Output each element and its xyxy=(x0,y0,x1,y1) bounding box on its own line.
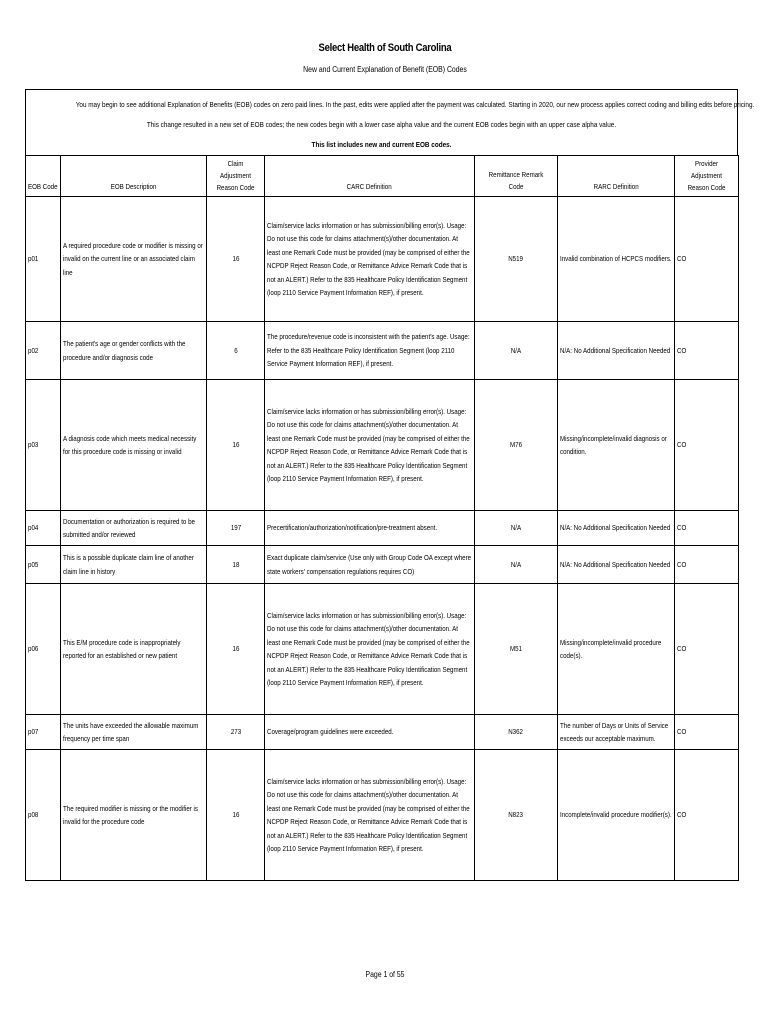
header-carc-definition: CARC Definition xyxy=(265,156,475,197)
rarc-definition-cell: N/A: No Additional Specification Needed xyxy=(558,322,675,380)
eob-description-cell: The patient's age or gender conflicts with the procedure and/or diagnosis code xyxy=(61,322,207,380)
remittance-remark-code-cell: N/A xyxy=(475,546,558,584)
eob-code-cell: p02 xyxy=(26,322,61,380)
header-claim-adjustment-reason-code: Claim Adjustment Reason Code xyxy=(207,156,265,197)
intro-line-3: This list includes new and current EOB codes. xyxy=(311,140,452,149)
remittance-remark-code-cell: N362 xyxy=(475,715,558,750)
header-eob-code: EOB Code xyxy=(26,156,61,197)
carc-definition-cell: Claim/service lacks information or has submission/billing error(s). Usage: Do not use this code for claims attachment(s)/other documentation. At least one Remark Code must be provided (may be comprised of either the NCPDP Reject Reason Code, or Remittance Advice Remark Code that is not an ALERT.) Refer to the 835 Healthcare Policy Identification Segment (loop 2110 Service Payment Information REF), if present. xyxy=(265,380,475,511)
header-eob-description: EOB Description xyxy=(61,156,207,197)
rarc-definition-cell: Missing/incomplete/invalid diagnosis or condition. xyxy=(558,380,675,511)
eob-description-cell: The units have exceeded the allowable maximum frequency per time span xyxy=(61,715,207,750)
eob-description-cell: A required procedure code or modifier is missing or invalid on the current line or an associated claim line xyxy=(61,197,207,322)
page-subtitle: New and Current Explanation of Benefit (EOB) Codes xyxy=(303,65,467,74)
claim-adjustment-code-cell: 273 xyxy=(207,715,265,750)
eob-description-cell: This is a possible duplicate claim line of another claim line in history xyxy=(61,546,207,584)
rarc-definition-cell: Missing/incomplete/invalid procedure code(s). xyxy=(558,584,675,715)
eob-code-cell: p06 xyxy=(26,584,61,715)
claim-adjustment-code-cell: 18 xyxy=(207,546,265,584)
claim-adjustment-code-cell: 16 xyxy=(207,197,265,322)
eob-code-cell: p01 xyxy=(26,197,61,322)
eob-description-cell: A diagnosis code which meets medical necessity for this procedure code is missing or invalid xyxy=(61,380,207,511)
remittance-remark-code-cell: N/A xyxy=(475,322,558,380)
eob-code-cell: p04 xyxy=(26,511,61,546)
claim-adjustment-code-cell: 6 xyxy=(207,322,265,380)
remittance-remark-code-cell: M76 xyxy=(475,380,558,511)
carc-definition-cell: Precertification/authorization/notification/pre-treatment absent. xyxy=(265,511,475,546)
carc-definition-cell: Claim/service lacks information or has submission/billing error(s). Usage: Do not use this code for claims attachment(s)/other documentation. At least one Remark Code must be provided (may be comprised of either the NCPDP Reject Reason Code, or Remittance Advice Remark Code that is not an ALERT.) Refer to the 835 Healthcare Policy Identification Segment (loop 2110 Service Payment Information REF), if present. xyxy=(265,750,475,881)
provider-adjustment-code-cell: CO xyxy=(675,750,739,881)
eob-code-cell: p05 xyxy=(26,546,61,584)
header-provider-adjustment-reason-code: Provider Adjustment Reason Code xyxy=(675,156,739,197)
provider-adjustment-code-cell: CO xyxy=(675,584,739,715)
table-row xyxy=(26,380,739,511)
page-number: Page 1 of 55 xyxy=(365,970,405,979)
claim-adjustment-code-cell: 197 xyxy=(207,511,265,546)
remittance-remark-code-cell: N/A xyxy=(475,511,558,546)
table-header-row xyxy=(26,156,739,197)
eob-description-cell: Documentation or authorization is required to be submitted and/or reviewed xyxy=(61,511,207,546)
claim-adjustment-code-cell: 16 xyxy=(207,750,265,881)
eob-code-cell: p03 xyxy=(26,380,61,511)
provider-adjustment-code-cell: CO xyxy=(675,715,739,750)
remittance-remark-code-cell: M51 xyxy=(475,584,558,715)
table-row xyxy=(26,322,739,380)
remittance-remark-code-cell: N823 xyxy=(475,750,558,881)
provider-adjustment-code-cell: CO xyxy=(675,322,739,380)
rarc-definition-cell: N/A: No Additional Specification Needed xyxy=(558,546,675,584)
provider-adjustment-code-cell: CO xyxy=(675,511,739,546)
carc-definition-cell: Claim/service lacks information or has submission/billing error(s). Usage: Do not use this code for claims attachment(s)/other documentation. At least one Remark Code must be provided (may be comprised of either the NCPDP Reject Reason Code, or Remittance Advice Remark Code that is not an ALERT.) Refer to the 835 Healthcare Policy Identification Segment (loop 2110 Service Payment Information REF), if present. xyxy=(265,584,475,715)
eob-table xyxy=(25,155,739,881)
table-row xyxy=(26,546,739,584)
eob-description-cell: The required modifier is missing or the modifier is invalid for the procedure code xyxy=(61,750,207,881)
claim-adjustment-code-cell: 16 xyxy=(207,380,265,511)
rarc-definition-cell: Invalid combination of HCPCS modifiers. xyxy=(558,197,675,322)
carc-definition-cell: Coverage/program guidelines were exceeded. xyxy=(265,715,475,750)
header-remittance-remark-code: Remittance Remark Code xyxy=(475,156,558,197)
rarc-definition-cell: The number of Days or Units of Service exceeds our acceptable maximum. xyxy=(558,715,675,750)
provider-adjustment-code-cell: CO xyxy=(675,546,739,584)
eob-code-cell: p08 xyxy=(26,750,61,881)
table-row xyxy=(26,511,739,546)
provider-adjustment-code-cell: CO xyxy=(675,380,739,511)
page-title: Select Health of South Carolina xyxy=(318,42,452,54)
table-row xyxy=(26,584,739,715)
provider-adjustment-code-cell: CO xyxy=(675,197,739,322)
table-row xyxy=(26,750,739,881)
remittance-remark-code-cell: N519 xyxy=(475,197,558,322)
intro-line-2: This change resulted in a new set of EOB codes; the new codes begin with a lower case alpha value and the current EOB codes begin with an upper case alpha value. xyxy=(146,120,617,129)
intro-line-1: You may begin to see additional Explanation of Benefits (EOB) codes on zero paid lines. In the past, edits were applied after the payment was calculated. Starting in 2020, our new process applies correct coding and billing edits before pricing. xyxy=(75,100,755,109)
table-row xyxy=(26,715,739,750)
claim-adjustment-code-cell: 16 xyxy=(207,584,265,715)
table-row xyxy=(26,197,739,322)
rarc-definition-cell: Incomplete/invalid procedure modifier(s). xyxy=(558,750,675,881)
carc-definition-cell: Claim/service lacks information or has submission/billing error(s). Usage: Do not use this code for claims attachment(s)/other documentation. At least one Remark Code must be provided (may be comprised of either the NCPDP Reject Reason Code, or Remittance Advice Remark Code that is not an ALERT.) Refer to the 835 Healthcare Policy Identification Segment (loop 2110 Service Payment Information REF), if present. xyxy=(265,197,475,322)
header-rarc-definition: RARC Definition xyxy=(558,156,675,197)
carc-definition-cell: Exact duplicate claim/service (Use only with Group Code OA except where state workers' compensation regulations requires CO) xyxy=(265,546,475,584)
eob-description-cell: This E/M procedure code is inappropriately reported for an established or new patient xyxy=(61,584,207,715)
rarc-definition-cell: N/A: No Additional Specification Needed xyxy=(558,511,675,546)
carc-definition-cell: The procedure/revenue code is inconsistent with the patient's age. Usage: Refer to the 835 Healthcare Policy Identification Segment (loop 2110 Service Payment Information REF), if present. xyxy=(265,322,475,380)
intro-box xyxy=(25,89,755,155)
eob-code-cell: p07 xyxy=(26,715,61,750)
